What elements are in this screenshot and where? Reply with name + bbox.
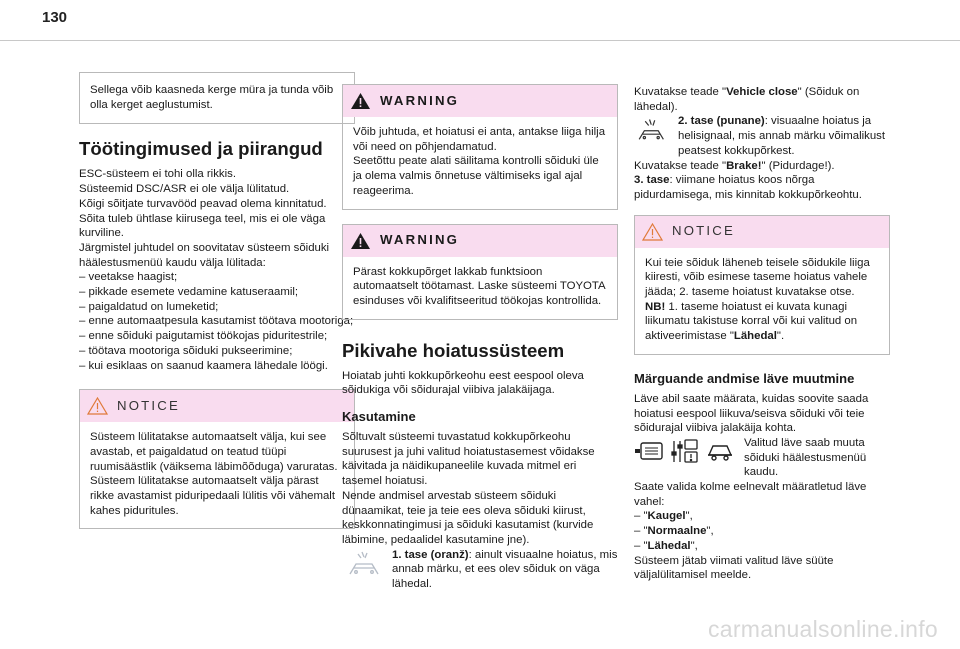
conditions-list	[79, 167, 355, 373]
notice-box-1	[79, 389, 355, 529]
level1-message-translation: " (Sõiduk on lähedal).	[634, 86, 860, 113]
intro-box-text: Sellega võib kaasneda kerge müra ja tunda võib olla kerget aeglustumist.	[90, 84, 334, 111]
driving-settings-icon	[670, 438, 700, 464]
notice-text: Süsteem lülitatakse automaatselt välja pärast rikke avastamist piduripedaali lülitis või vähemalt kahes piduritules.	[90, 475, 336, 517]
usage-paragraph: Nende andmisel arvestab süsteem sõiduki dünaamikat, teie ja teie ees oleva sõiduki kiirust, keskkonnatingimusi ja sõiduki kasutamist (kurvide läbimine, pedaalidel kasutamine jne).	[342, 489, 594, 546]
notice-body	[635, 248, 889, 354]
notice-text-nb	[645, 300, 879, 344]
nb-label: NB!	[645, 300, 666, 313]
warning-header	[343, 225, 617, 257]
option-end: ",	[690, 539, 698, 552]
section-intro: Hoiatab juhti kokkupõrkeohu eest eespool oleva sõidukiga või sõidurajal viibiva jalakäijaga.	[342, 369, 584, 397]
condition-line: – kui esiklaas on saanud kaamera lähedale löögi.	[79, 359, 328, 372]
notice-triangle-icon	[87, 397, 108, 415]
threshold-options-intro: Saate valida kolme eelnevalt määratletud läve vahel:	[634, 481, 867, 508]
option-far-label: Kaugel	[647, 510, 686, 523]
warning-header	[343, 85, 617, 117]
threshold-option-far	[634, 509, 890, 524]
nb-close-level: Lähedal	[733, 330, 777, 343]
column-3	[634, 85, 890, 583]
intro-box	[79, 72, 355, 124]
warning-box-1	[342, 84, 618, 210]
settings-icons-text: Valitud läve saab muuta sõiduki häälestusmenüü kaudu.	[744, 436, 867, 479]
condition-line: – paigaldatud on lumeketid;	[79, 300, 219, 313]
condition-line: – enne automaatpesula kasutamist töötava mootoriga;	[79, 315, 354, 328]
level1-message	[634, 85, 890, 114]
settings-icons-row	[634, 436, 890, 480]
level2-description: : visuaalne hoiatus ja helisignaal, mis annab märku võimalikust peatsest kokkupõrkest.	[678, 115, 886, 157]
option-normal-label: Normaalne	[647, 525, 707, 538]
threshold-paragraph: Läve abil saate määrata, kuidas soovite saada hoiatusi eespool liikuva/seisva sõiduki või teie sõidurajal viibiva jalakäija kohta.	[634, 392, 869, 435]
level2-row	[634, 114, 890, 158]
threshold-option-close	[634, 539, 890, 554]
level3-description: : viimane hoiatus koos nõrga pidurdamisega, mis kinnitab kokkupõrkeohtu.	[634, 174, 862, 201]
condition-line: – pikkade esemete vedamine katuseraamil;	[79, 286, 299, 299]
quote-open: Kuvatakse teade "	[634, 86, 727, 98]
red-collision-alert-icon	[634, 114, 672, 144]
warning-text: Võib juhtuda, et hoiatusi ei anta, antakse liiga hilja või need on põhjendamatud.	[353, 126, 606, 153]
touchscreen-menu-icon	[634, 441, 664, 461]
threshold-memory-text: Süsteem jätab viimati valitud läve süüte väljalülitamisel meelde.	[634, 554, 834, 582]
nb-text: 1. taseme hoiatust ei kuvata kunagi liikumatu takistuse korral või kui valitud on aktiveerimistase "	[645, 300, 858, 343]
header-divider	[0, 40, 960, 41]
vehicle-settings-icon	[706, 440, 734, 462]
option-dash: – "	[634, 510, 648, 523]
warning-triangle-icon	[350, 92, 371, 110]
notice-header	[635, 216, 889, 248]
section-title-threshold: Märguande andmise läve muutmine	[634, 370, 855, 386]
level1-row	[342, 548, 618, 592]
usage-paragraph: Sõltuvalt süsteemi tuvastatud kokkupõrkeohu suurusest ja juhi valitud hoiatustasemest võidakse käivitada ja näidikupaneelile kuvada mitmel eri tasemel hoiatusi.	[342, 431, 595, 488]
option-close-label: Lähedal	[647, 539, 691, 552]
nb-end: ".	[776, 330, 785, 343]
subsection-title-usage: Kasutamine	[342, 409, 416, 425]
condition-line: Järgmistel juhtudel on soovitatav süsteem sõiduki häälestusmenüü kaudu välja lülitada:	[79, 241, 330, 269]
section-title-conditions: Töötingimused ja piirangud	[79, 138, 323, 160]
settings-icons-group	[634, 436, 734, 464]
notice-label: NOTICE	[672, 223, 736, 239]
level2-message	[634, 159, 890, 174]
warning-label: WARNING	[380, 232, 460, 248]
level3-label: 3. tase	[634, 174, 670, 187]
level2-label: 2. tase (punane)	[678, 115, 765, 128]
warning-label: WARNING	[380, 92, 460, 108]
option-dash: – "	[634, 539, 648, 552]
threshold-option-normal	[634, 524, 890, 539]
orange-collision-alert-icon	[342, 548, 386, 578]
quote-open: Kuvatakse teade "	[634, 159, 727, 172]
option-end: ",	[706, 525, 714, 538]
brake-message: Brake!	[726, 159, 762, 172]
option-dash: – "	[634, 525, 648, 538]
level1-label: 1. tase (oranž)	[392, 548, 469, 561]
watermark-link[interactable]: carmanualsonline.info	[707, 616, 938, 642]
warning-triangle-icon	[350, 232, 371, 250]
condition-line: Sõita tuleb ühtlase kiirusega teel, mis ei ole väga kurviline.	[79, 212, 326, 240]
option-end: ",	[685, 510, 693, 523]
level2-message-translation: " (Pidurdage!).	[761, 159, 835, 172]
level1-description: : ainult visuaalne hoiatus, mis annab märku, et ees olev sõiduk on väga lähedal.	[392, 548, 618, 591]
notice-triangle-icon	[642, 223, 663, 241]
warning-text: Seetõttu peate alati säilitama kontrolli sõiduki üle ja olema valmis õnnetuse vältimiseks igal ajal reageerima.	[353, 155, 599, 197]
level1-text	[392, 548, 618, 592]
section-title-distance-alert: Pikivahe hoiatussüsteem	[342, 339, 565, 361]
condition-line: Süsteemid DSC/ASR ei ole välja lülitatud.	[79, 183, 290, 196]
condition-line: ESC-süsteem ei tohi olla rikkis.	[79, 168, 236, 181]
page-number: 130	[42, 9, 68, 26]
column-1	[79, 64, 355, 543]
notice-text: Süsteem lülitatakse automaatselt välja, kui see avastab, et paigaldatud on teatud tüüpi ruumisäästlik (väiksema läbimõõduga) varuratas.	[90, 431, 338, 473]
notice-body	[80, 422, 354, 528]
vehicle-close-message: Vehicle close	[726, 86, 798, 98]
condition-line: – veetakse haagist;	[79, 271, 178, 284]
warning-text: Pärast kokkupõrget lakkab funktsioon automaatselt töötamast. Laske süsteemi TOYOTA esinduses või kvalifitseeritud töökojas kontrollida.	[353, 265, 605, 307]
warning-body	[343, 257, 617, 319]
column-2	[342, 64, 618, 592]
notice-label: NOTICE	[117, 397, 181, 413]
notice-box-2	[634, 215, 890, 355]
notice-header	[80, 390, 354, 422]
level2-text	[678, 114, 890, 158]
warning-body	[343, 117, 617, 209]
notice-text: Kui teie sõiduk läheneb teisele sõidukile liiga kiiresti, võib esimese taseme hoiatus vahele jääda; 2. taseme hoiatust kuvatakse otse.	[645, 256, 870, 299]
condition-line: Kõigi sõitjate turvavööd peavad olema kinnitatud.	[79, 197, 327, 210]
condition-line: – enne sõiduki paigutamist töökojas piduritestrile;	[79, 330, 328, 343]
condition-line: – töötava mootoriga sõiduki pukseerimine;	[79, 344, 293, 357]
level3-text	[634, 173, 890, 202]
warning-box-2	[342, 224, 618, 320]
